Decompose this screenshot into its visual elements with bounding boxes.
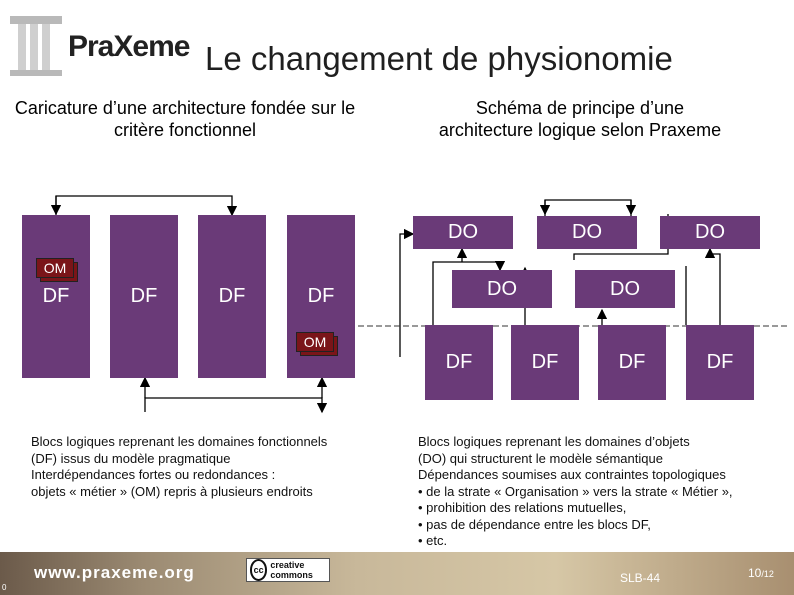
left-caption: Blocs logiques reprenant les domaines fonctionnels (DF) issus du modèle pragmatique Interdépendances fortes ou redondances : objets « métier » (OM) repris à plusieurs endroits: [31, 434, 328, 499]
creative-commons-badge[interactable]: [246, 558, 330, 582]
page-number: [748, 566, 774, 580]
df-block: DF: [686, 325, 754, 400]
do-block: DO: [452, 270, 552, 308]
page-title: Le changement de physionomie: [205, 40, 673, 77]
slide-code: SLB-44: [620, 571, 661, 585]
cc-icon: cc: [250, 559, 267, 581]
df-block: DF: [22, 215, 90, 378]
om-badge: OM: [296, 332, 334, 352]
do-block: DO: [575, 270, 675, 308]
om-badge: OM: [36, 258, 74, 278]
footer-url[interactable]: www.praxeme.org: [34, 563, 195, 582]
logo-text: PraXeme: [68, 30, 190, 63]
df-block: DF: [110, 215, 178, 378]
corner-mark: 0: [2, 583, 7, 592]
do-block: DO: [413, 216, 513, 249]
left-subtitle: Caricature d’une architecture fondée sur le critère fonctionnel: [14, 98, 356, 140]
df-block: DF: [198, 215, 266, 378]
df-block: DF: [511, 325, 579, 400]
df-block: DF: [425, 325, 493, 400]
right-caption: Blocs logiques reprenant les domaines d’objets (DO) qui structurent le modèle sémantique Dépendances soumises aux contraintes topologiques • de la strate « Organisation » vers la strate « Métier », • prohibition des relations mutuelles, • pas de dépendance entre les blocs DF, • etc.: [418, 434, 733, 548]
do-block: DO: [537, 216, 637, 249]
df-block: DF: [287, 215, 355, 378]
page-current: 10: [748, 566, 762, 580]
do-block: DO: [660, 216, 760, 249]
cc-label: creative commons: [270, 560, 313, 580]
df-block: DF: [598, 325, 666, 400]
right-subtitle: Schéma de principe d’une architecture logique selon Praxeme: [438, 98, 722, 140]
page-total: /12: [761, 569, 774, 579]
